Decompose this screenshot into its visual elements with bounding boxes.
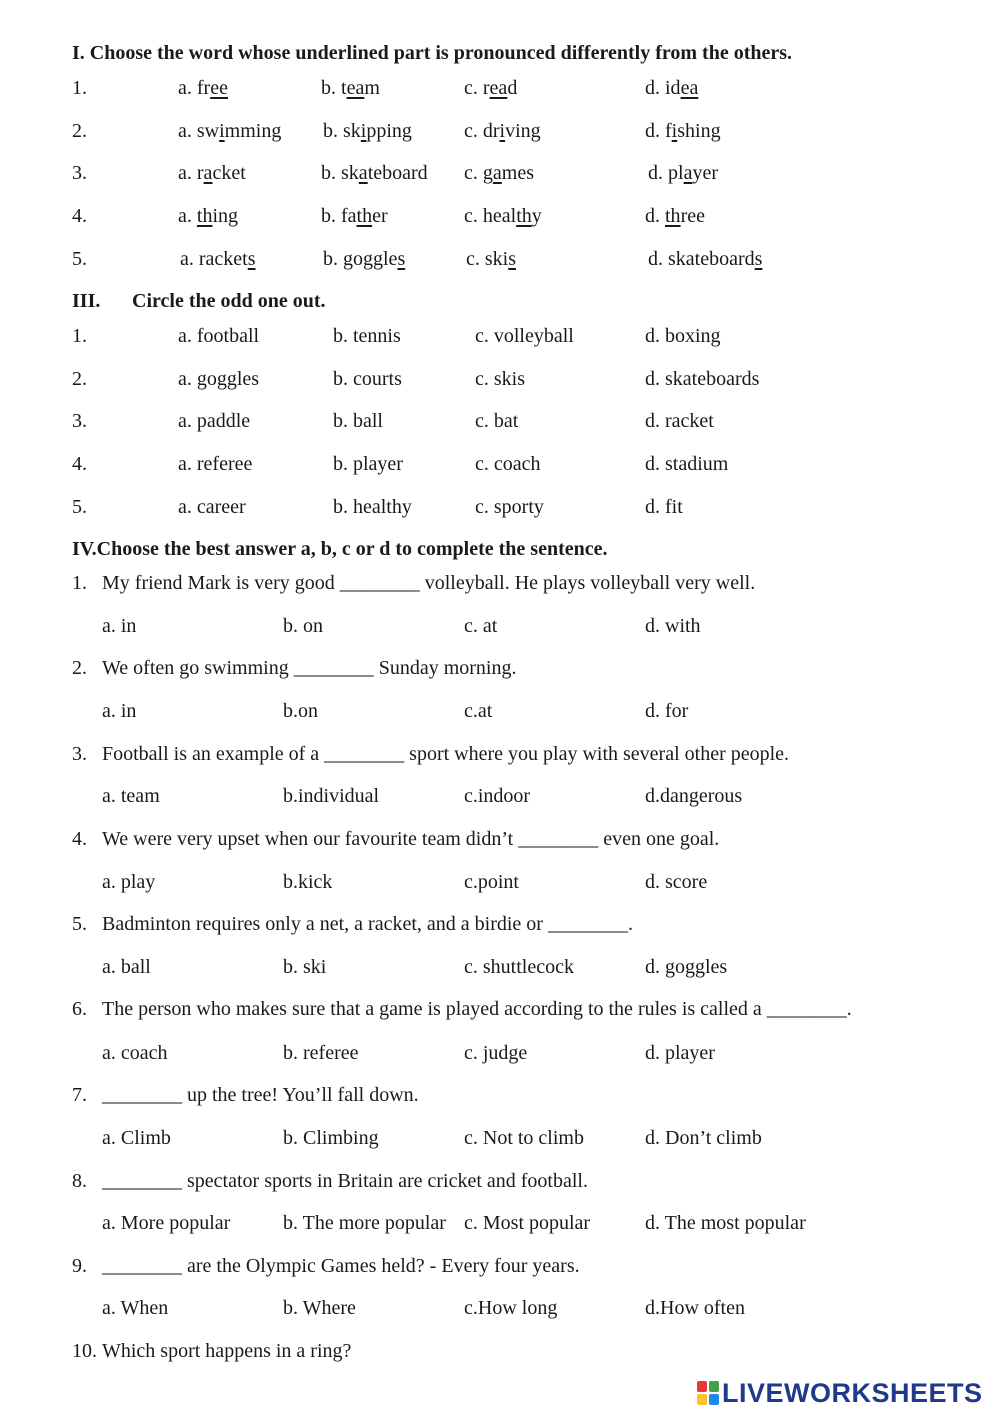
odd-one-out-option: b. courts: [333, 368, 402, 390]
underlined-part: a: [683, 162, 693, 184]
question-text: ________ are the Olympic Games held? - Every four years.: [102, 1255, 580, 1277]
pronunciation-option: [178, 120, 281, 143]
section-3-heading: Circle the odd one out.: [132, 290, 326, 312]
option-text: d. pl: [648, 162, 684, 184]
underlined-part: i: [219, 120, 225, 142]
odd-one-out-option: b. tennis: [333, 325, 401, 347]
odd-one-out-option: b. ball: [333, 410, 383, 432]
answer-option: c.point: [464, 871, 519, 893]
pronunciation-option: [648, 162, 718, 185]
odd-one-out-option: c. coach: [475, 453, 541, 475]
option-text: b. sk: [321, 162, 359, 184]
question-text: We often go swimming ________ Sunday morning.: [102, 657, 517, 679]
odd-one-out-option: a. referee: [178, 453, 253, 475]
answer-option: d. goggles: [645, 956, 728, 978]
answer-option: d. The most popular: [645, 1212, 806, 1234]
pronunciation-option: [464, 120, 541, 143]
odd-one-out-option: c. bat: [475, 410, 519, 432]
question-number: 5.: [72, 913, 87, 935]
option-text: c. heal: [464, 205, 517, 227]
underlined-part: a: [492, 162, 502, 184]
answer-option: a. When: [102, 1297, 169, 1319]
question-text: Badminton requires only a net, a racket, and a birdie or ________.: [102, 913, 633, 935]
underlined-part: a: [203, 162, 213, 184]
pronunciation-option: [645, 205, 705, 228]
question-number: 9.: [72, 1255, 87, 1277]
question-number: 3.: [72, 162, 87, 184]
pronunciation-option: [321, 162, 428, 185]
underlined-part: s: [754, 248, 763, 270]
pronunciation-option: [648, 248, 762, 271]
option-text: c. dr: [464, 120, 500, 142]
question-number: 7.: [72, 1084, 87, 1106]
question-text: ________ spectator sports in Britain are cricket and football.: [102, 1170, 588, 1192]
underlined-part: i: [360, 120, 367, 142]
pronunciation-option: [178, 205, 238, 228]
answer-option: d. player: [645, 1042, 715, 1064]
option-text: b. goggle: [323, 248, 398, 270]
underlined-part: i: [671, 120, 678, 142]
odd-one-out-option: d. fit: [645, 496, 683, 518]
underlined-part: i: [499, 120, 506, 142]
odd-one-out-option: a. football: [178, 325, 260, 347]
option-text: b. fa: [321, 205, 357, 227]
underlined-part: ea: [346, 77, 365, 99]
answer-option: d.dangerous: [645, 785, 743, 807]
answer-option: b. ski: [283, 956, 327, 978]
answer-option: d.How often: [645, 1297, 745, 1319]
question-number: 1.: [72, 572, 87, 594]
question-text: Which sport happens in a ring?: [102, 1340, 352, 1362]
pronunciation-option: [321, 205, 388, 228]
liveworksheets-logo: [697, 1376, 983, 1410]
underlined-part: th: [665, 205, 681, 227]
question-text: The person who makes sure that a game is played according to the rules is called a ________.: [102, 998, 852, 1020]
option-text: pping: [366, 120, 412, 142]
option-text: c. ski: [466, 248, 509, 270]
question-number: 2.: [72, 657, 87, 679]
option-text: d.: [645, 205, 665, 227]
pronunciation-option: [178, 77, 228, 100]
question-text: We were very upset when our favourite team didn’t ________ even one goal.: [102, 828, 720, 850]
odd-one-out-option: d. racket: [645, 410, 714, 432]
pronunciation-option: [323, 120, 412, 143]
underlined-part: s: [247, 248, 256, 270]
answer-option: c.How long: [464, 1297, 558, 1319]
underlined-part: ea: [680, 77, 699, 99]
option-text: b. sk: [323, 120, 361, 142]
section-3-number: III.: [72, 290, 101, 312]
answer-option: b.individual: [283, 785, 380, 807]
liveworksheets-logo-icon: [697, 1381, 719, 1405]
answer-option: a. Climb: [102, 1127, 171, 1149]
answer-option: c. Not to climb: [464, 1127, 584, 1149]
answer-option: c.indoor: [464, 785, 531, 807]
underlined-part: th: [516, 205, 532, 227]
option-text: d: [507, 77, 518, 99]
pronunciation-option: [178, 162, 246, 185]
question-number: 4.: [72, 205, 87, 227]
option-text: er: [372, 205, 388, 227]
answer-option: a. in: [102, 700, 137, 722]
question-number: 3.: [72, 743, 87, 765]
section-4-heading: IV.Choose the best answer a, b, c or d to complete the sentence.: [72, 538, 608, 560]
option-text: a. fr: [178, 77, 211, 99]
option-text: d. f: [645, 120, 672, 142]
option-text: a. r: [178, 162, 204, 184]
pronunciation-option: [645, 77, 698, 100]
question-number: 5.: [72, 248, 87, 270]
underlined-part: ea: [489, 77, 508, 99]
option-text: m: [364, 77, 380, 99]
pronunciation-option: [464, 77, 517, 100]
odd-one-out-option: c. volleyball: [475, 325, 574, 347]
answer-option: a. ball: [102, 956, 151, 978]
option-text: teboard: [367, 162, 428, 184]
question-number: 8.: [72, 1170, 87, 1192]
underlined-part: ee: [210, 77, 228, 99]
question-text: Football is an example of a ________ sport where you play with several other people.: [102, 743, 790, 765]
underlined-part: s: [508, 248, 517, 270]
question-number: 3.: [72, 410, 87, 432]
answer-option: d. for: [645, 700, 689, 722]
question-number: 4.: [72, 828, 87, 850]
answer-option: a. More popular: [102, 1212, 231, 1234]
option-text: d. id: [645, 77, 681, 99]
question-number: 2.: [72, 368, 87, 390]
odd-one-out-option: b. healthy: [333, 496, 412, 518]
answer-option: b. Climbing: [283, 1127, 379, 1149]
odd-one-out-option: d. boxing: [645, 325, 721, 347]
pronunciation-option: [180, 248, 256, 271]
answer-option: b. Where: [283, 1297, 356, 1319]
answer-option: c. judge: [464, 1042, 528, 1064]
odd-one-out-option: a. goggles: [178, 368, 260, 390]
odd-one-out-option: a. paddle: [178, 410, 251, 432]
answer-option: a. in: [102, 615, 137, 637]
answer-option: d. with: [645, 615, 701, 637]
pronunciation-option: [464, 205, 542, 228]
question-text: ________ up the tree! You’ll fall down.: [102, 1084, 419, 1106]
pronunciation-option: [321, 77, 380, 100]
section-1-heading: I. Choose the word whose underlined part is pronounced differently from the others.: [72, 42, 793, 64]
question-number: 2.: [72, 120, 87, 142]
option-text: ing: [212, 205, 239, 227]
option-text: a. racket: [180, 248, 248, 270]
answer-option: b.on: [283, 700, 318, 722]
option-text: b. t: [321, 77, 347, 99]
option-text: ree: [680, 205, 705, 227]
odd-one-out-option: c. sporty: [475, 496, 544, 518]
question-number: 10.: [72, 1340, 97, 1362]
answer-option: a. coach: [102, 1042, 168, 1064]
answer-option: b. referee: [283, 1042, 359, 1064]
option-text: ving: [505, 120, 541, 142]
answer-option: c. at: [464, 615, 498, 637]
odd-one-out-option: a. career: [178, 496, 246, 518]
question-number: 4.: [72, 453, 87, 475]
answer-option: c.at: [464, 700, 493, 722]
question-number: 1.: [72, 325, 87, 347]
answer-option: b.kick: [283, 871, 333, 893]
question-text: My friend Mark is very good ________ volleyball. He plays volleyball very well.: [102, 572, 756, 594]
option-text: a. sw: [178, 120, 220, 142]
odd-one-out-option: b. player: [333, 453, 403, 475]
answer-option: b. The more popular: [283, 1212, 446, 1234]
underlined-part: s: [397, 248, 406, 270]
pronunciation-option: [323, 248, 405, 271]
pronunciation-option: [645, 120, 721, 143]
option-text: c. r: [464, 77, 490, 99]
answer-option: a. team: [102, 785, 160, 807]
option-text: y: [531, 205, 542, 227]
option-text: yer: [692, 162, 718, 184]
option-text: d. skateboard: [648, 248, 755, 270]
option-text: a.: [178, 205, 197, 227]
answer-option: d. score: [645, 871, 708, 893]
pronunciation-option: [466, 248, 516, 271]
underlined-part: th: [356, 205, 373, 227]
question-number: 5.: [72, 496, 87, 518]
answer-option: d. Don’t climb: [645, 1127, 762, 1149]
option-text: shing: [677, 120, 721, 142]
option-text: cket: [212, 162, 246, 184]
pronunciation-option: [464, 162, 534, 185]
option-text: mes: [501, 162, 534, 184]
liveworksheets-wordmark: LIVEWORKSHEETS: [722, 1377, 983, 1408]
question-number: 6.: [72, 998, 87, 1020]
underlined-part: a: [358, 162, 368, 184]
option-text: mming: [224, 120, 282, 142]
answer-option: b. on: [283, 615, 323, 637]
option-text: c. g: [464, 162, 493, 184]
question-number: 1.: [72, 77, 87, 99]
answer-option: a. play: [102, 871, 156, 893]
answer-option: c. Most popular: [464, 1212, 591, 1234]
answer-option: c. shuttlecock: [464, 956, 574, 978]
underlined-part: th: [196, 205, 213, 227]
odd-one-out-option: d. stadium: [645, 453, 729, 475]
odd-one-out-option: c. skis: [475, 368, 525, 390]
odd-one-out-option: d. skateboards: [645, 368, 760, 390]
